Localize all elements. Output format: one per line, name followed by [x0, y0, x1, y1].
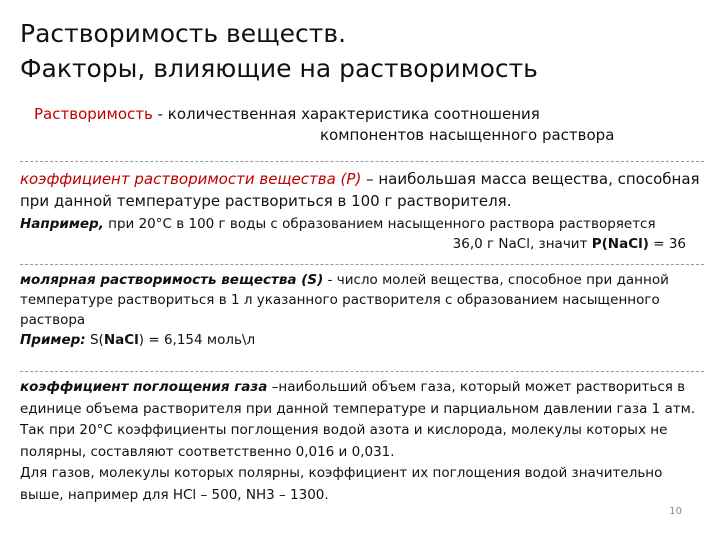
gas-absorption-para-2: Так при 20°С коэффициенты поглощения водой азота и кислорода, молекулы которых не полярны, составляют соответственно 0,016 и 0,031.: [20, 422, 668, 460]
gas-absorption-paragraph: [20, 377, 704, 506]
molar-solubility-text: - число молей вещества, способное при данной температуре раствориться в 1 л указанного растворителя с образованием насыщенного раствора: [20, 272, 669, 328]
separator: [20, 161, 704, 162]
molar-example-tail: ) = 6,154 моль\л: [138, 332, 256, 348]
molar-solubility-term: молярная растворимость вещества (S): [20, 272, 324, 288]
definition-text-line-1: - количественная характеристика соотношения: [152, 105, 540, 123]
definition-term: Растворимость: [34, 105, 153, 123]
separator: [20, 264, 704, 265]
example-text: при 20°С в 100 г воды с образованием насыщенного раствора растворяется: [103, 216, 656, 232]
molar-example-text: S(: [85, 332, 104, 348]
example-result-formula: Р(NaCl): [591, 236, 649, 252]
definition-text-line-2: компонентов насыщенного раствора: [320, 126, 615, 144]
title-line-2: Факторы, влияющие на растворимость: [20, 54, 538, 83]
example-result-text: 36,0 г NaCl, значит: [452, 236, 592, 252]
solubility-coefficient-term: коэффициент растворимости вещества (Р): [20, 170, 362, 188]
molar-example-formula: NaCl: [103, 332, 139, 348]
slide-title: [20, 16, 700, 86]
molar-solubility-paragraph: [20, 270, 704, 350]
separator: [20, 371, 704, 372]
molar-example-label: Пример:: [20, 332, 86, 348]
example-label: Например,: [20, 216, 104, 232]
example-paragraph: [20, 214, 704, 254]
title-line-1: Растворимость веществ.: [20, 19, 347, 48]
page-number: 10: [669, 506, 682, 517]
example-result-line: [20, 234, 704, 254]
solubility-definition: [34, 104, 694, 146]
gas-absorption-term: коэффициент поглощения газа: [20, 379, 268, 395]
solubility-coefficient-text: – наибольшая масса вещества, способная при данной температуре раствориться в 100 г растворителя.: [20, 170, 700, 210]
solubility-coefficient-paragraph: [20, 168, 704, 212]
gas-absorption-para-3: Для газов, молекулы которых полярны, коэффициент их поглощения водой значительно выше, например для HCl – 500, NH3 – 1300.: [20, 465, 663, 503]
molar-solubility-example: [20, 330, 704, 350]
gas-absorption-text: –наибольший объем газа, который может раствориться в единице объема растворителя при данной температуре и парциальном давлении газа 1 атм.: [20, 379, 696, 417]
example-result-tail: = 36: [648, 236, 686, 252]
